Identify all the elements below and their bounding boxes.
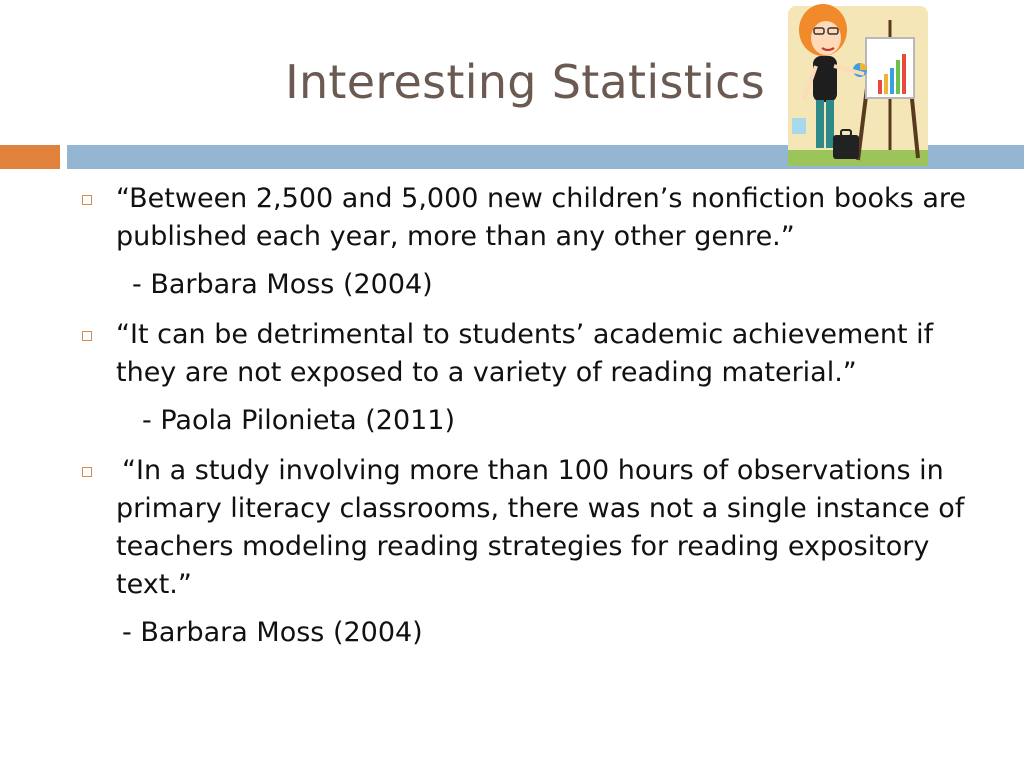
slide-title: Interesting Statistics (285, 55, 765, 109)
attribution-text: - Barbara Moss (2004) (132, 269, 433, 300)
list-item (82, 452, 982, 652)
bullet-list (82, 180, 982, 664)
teacher-presenting-chart-icon (778, 0, 928, 168)
attribution-text: - Paola Pilonieta (2011) (142, 405, 456, 436)
list-item (82, 180, 982, 304)
quote-text: “It can be detrimental to students’ academic achievement if they are not exposed to a variety of reading material.” (116, 319, 934, 388)
attribution-text: - Barbara Moss (2004) (122, 617, 423, 648)
list-item (82, 316, 982, 440)
quote-text: “In a study involving more than 100 hours of observations in primary literacy classrooms, there was not a single instance of teachers modeling reading strategies for reading expository text.” (116, 455, 965, 600)
square-bullet-icon (82, 195, 92, 205)
square-bullet-icon (82, 331, 92, 341)
square-bullet-icon (82, 467, 92, 477)
accent-bar-orange (0, 145, 60, 169)
quote-text: “Between 2,500 and 5,000 new children’s nonfiction books are published each year, more than any other genre.” (116, 183, 966, 252)
